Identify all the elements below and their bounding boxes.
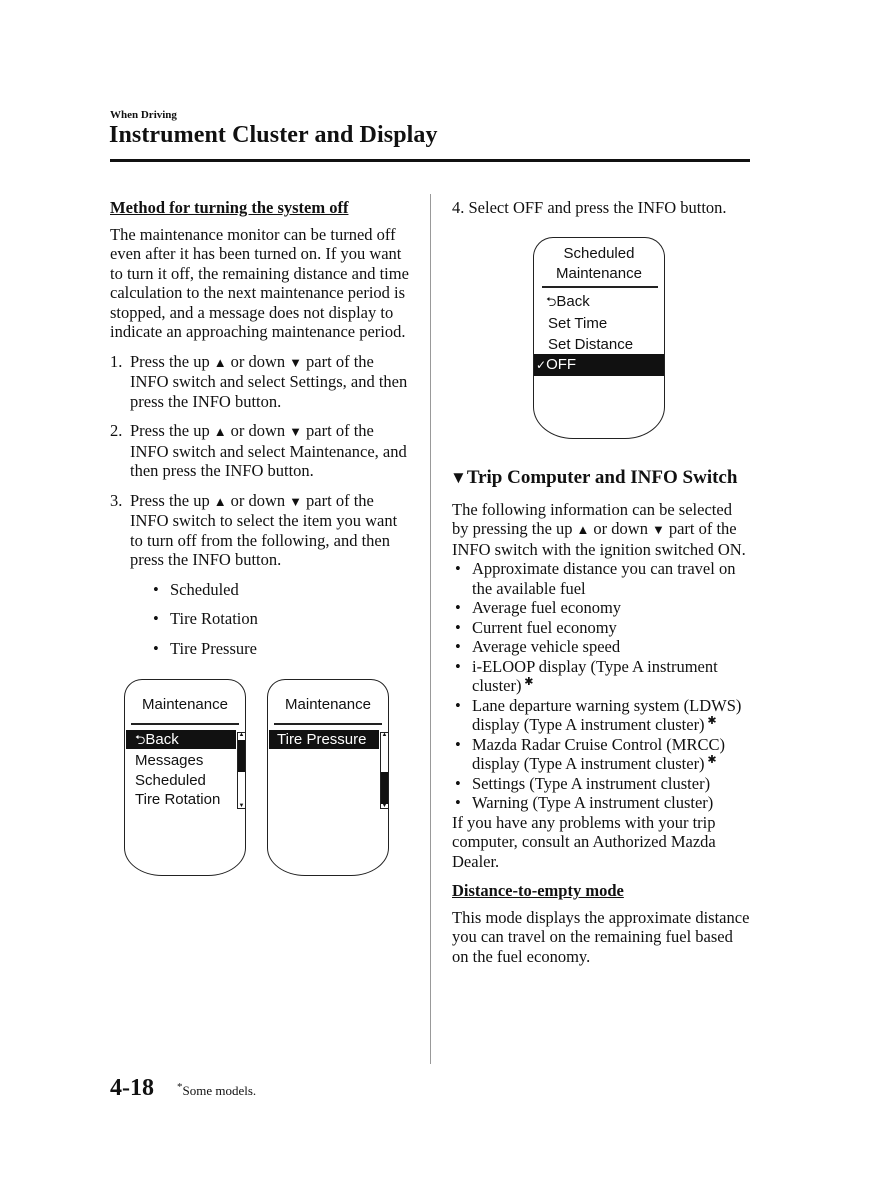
scrollbar <box>380 732 389 809</box>
trip-item-text: i-ELOOP display (Type A instrument cluster) <box>472 656 718 695</box>
screen-item-back <box>546 293 590 315</box>
step-text: Press the up <box>130 490 210 510</box>
page-number: 4-18 <box>110 1075 154 1101</box>
trip-heading-text: Trip Computer and INFO Switch <box>466 467 738 488</box>
method-intro: The maintenance monitor can be turned off even after it has been turned on. If you want to turn it off, the remaining distance and time calculation to the next maintenance period is stopped, and a message does not display to indicate an approaching maintenance period. <box>110 224 409 341</box>
step-text: Press the up <box>130 351 210 371</box>
steps-list <box>110 352 410 659</box>
step-item <box>110 352 410 412</box>
screen-item-set-time: Set Time <box>548 315 608 332</box>
trip-item-text: Average vehicle speed <box>472 637 621 656</box>
option-item: • Scheduled <box>150 580 410 600</box>
trip-item <box>452 696 752 735</box>
left-column <box>110 198 410 668</box>
screen-item-scheduled: Scheduled <box>135 772 206 789</box>
checkmark-icon: ✓ <box>536 358 547 372</box>
trip-item <box>452 598 752 618</box>
screen-title-line2: Maintenance <box>556 265 642 282</box>
trip-intro-text: The following information can be selected by pressing the up <box>452 499 732 538</box>
back-arrow-icon: ⮌ <box>135 732 146 747</box>
screen-title: Maintenance <box>142 696 228 713</box>
option-item: • Tire Pressure <box>150 639 410 659</box>
up-triangle-icon: ▲ <box>213 493 227 509</box>
trip-item <box>452 793 752 813</box>
scroll-up-icon: ▲ <box>381 732 388 738</box>
options-list <box>150 580 410 659</box>
trip-item-text: Average fuel economy <box>472 598 622 617</box>
trip-items-list <box>452 559 752 813</box>
down-triangle-icon: ▼ <box>289 424 303 439</box>
step-number: 3. <box>110 490 123 510</box>
footnote-star-icon: * <box>177 1081 183 1093</box>
screen-item-messages: Messages <box>135 752 204 769</box>
screen-item-off <box>534 354 664 376</box>
trip-intro-text: part of the INFO switch with the ignition switched ON. <box>452 519 746 559</box>
scrollbar <box>237 732 246 809</box>
down-triangle-icon: ▼ <box>289 354 303 370</box>
trip-intro-text: or down <box>593 519 648 538</box>
trip-intro <box>452 500 752 560</box>
trip-item <box>452 618 752 638</box>
trip-item <box>452 735 752 774</box>
screen-title-rule <box>131 723 239 725</box>
screen-title: Maintenance <box>285 696 371 713</box>
display-screen-tire-pressure <box>267 679 389 876</box>
dte-heading: Distance-to-empty mode <box>452 881 624 900</box>
step-text: Press the up <box>130 421 210 440</box>
trip-outro: If you have any problems with your trip computer, consult an Authorized Mazda Dealer. <box>452 812 716 871</box>
page-title: Instrument Cluster and Display <box>109 122 438 148</box>
scroll-thumb <box>238 740 245 772</box>
option-item: • Tire Rotation <box>150 609 410 629</box>
down-triangle-marker-icon: ▼ <box>450 468 467 487</box>
trip-item <box>452 637 752 657</box>
step-four: 4. Select OFF and press the INFO button. <box>452 198 727 217</box>
scroll-down-icon: ▼ <box>238 803 245 809</box>
up-triangle-icon: ▲ <box>576 522 590 537</box>
screen-title-rule <box>542 286 658 288</box>
trip-item-text: Settings (Type A instrument cluster) <box>472 773 711 793</box>
column-divider <box>430 194 431 1064</box>
right-column <box>452 198 752 228</box>
screen-item-back <box>126 730 236 749</box>
screen-item-tire-rotation: Tire Rotation <box>135 791 221 808</box>
screen-item-label: OFF <box>546 356 577 373</box>
trip-item <box>452 774 752 794</box>
step-text: or down <box>230 421 286 440</box>
step-text: or down <box>230 490 286 510</box>
scroll-thumb <box>381 772 388 804</box>
trip-item <box>452 657 752 696</box>
step-text: or down <box>230 351 286 371</box>
step-text: part of the INFO switch to select the item you want to turn off from the following, and then press the INFO button. <box>130 490 398 569</box>
step-item <box>110 421 410 481</box>
up-triangle-icon: ▲ <box>213 354 227 370</box>
trip-item <box>452 559 752 598</box>
display-screen-scheduled-maintenance <box>533 237 665 439</box>
screen-item-label: Back <box>145 731 179 748</box>
section-label: When Driving <box>110 109 177 121</box>
back-arrow-icon: ⮌ <box>546 294 557 309</box>
trip-item-text: Warning (Type A instrument cluster) <box>472 793 714 812</box>
screen-item-label: Back <box>556 293 590 310</box>
trip-item-text: Mazda Radar Cruise Control (MRCC) display (Type A instrument cluster) <box>472 734 725 773</box>
scroll-up-icon: ▲ <box>238 732 245 738</box>
footnote <box>177 1083 256 1099</box>
screen-title-line1: Scheduled <box>563 245 635 262</box>
screen-item-set-distance: Set Distance <box>548 336 634 353</box>
trip-heading <box>450 468 752 488</box>
dte-text: This mode displays the approximate distance you can travel on the remaining fuel based on the fuel economy. <box>452 907 750 966</box>
footnote-star-icon: ✱ <box>704 754 717 766</box>
display-screen-maintenance-menu <box>124 679 246 876</box>
trip-item-text: Current fuel economy <box>472 617 617 637</box>
footnote-text: Some models. <box>182 1083 257 1098</box>
step-item <box>110 491 410 659</box>
step-number: 1. <box>110 351 123 371</box>
method-heading: Method for turning the system off <box>110 198 349 217</box>
trip-section <box>452 468 752 976</box>
down-triangle-icon: ▼ <box>289 493 303 509</box>
scroll-down-icon: ▼ <box>381 803 388 809</box>
up-triangle-icon: ▲ <box>213 424 227 439</box>
screen-item-tire-pressure: Tire Pressure <box>269 730 379 749</box>
footnote-star-icon: ✱ <box>521 676 534 688</box>
step-text: part of the INFO switch and select Settings, and then press the INFO button. <box>130 351 408 411</box>
step-text: part of the INFO switch and select Maintenance, and then press the INFO button. <box>130 421 407 480</box>
step-number: 2. <box>110 421 123 440</box>
header-rule <box>110 159 750 162</box>
trip-item-text: Lane departure warning system (LDWS) display (Type A instrument cluster) <box>472 695 742 734</box>
footnote-star-icon: ✱ <box>704 715 717 727</box>
down-triangle-icon: ▼ <box>651 522 665 537</box>
trip-item-text: Approximate distance you can travel on the available fuel <box>472 559 736 598</box>
screen-title-rule <box>274 723 382 725</box>
